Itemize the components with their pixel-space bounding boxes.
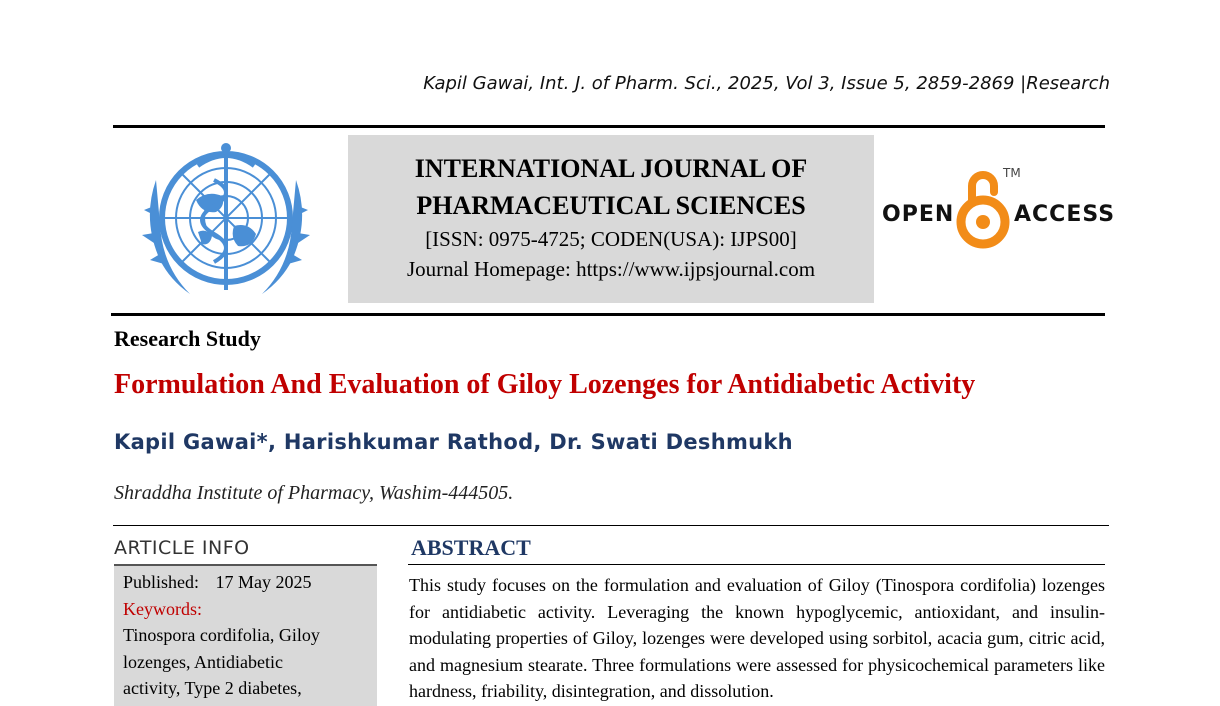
keywords-line-3: activity, Type 2 diabetes, — [123, 678, 302, 698]
journal-title-line1: INTERNATIONAL JOURNAL OF — [414, 154, 808, 183]
masthead-bottom-rule — [111, 313, 1105, 316]
citation-header: Kapil Gawai, Int. J. of Pharm. Sci., 2025, Vol 3, Issue 5, 2859-2869 |Research — [423, 73, 1110, 94]
abstract-text: This study focuses on the formulation and evaluation of Giloy (Tinospora cordifolia) lozenges for antidiabetic activity. Leveraging the known hypoglycemic, antioxidant, and insulin-modulating properties of Giloy, lozenges were developed using sorbitol, acacia gum, citric acid, and magnesium stearate. Three formulations were assessed for physicochemical parameters like hardness, friability, disintegration, and dissolution. — [409, 575, 1105, 701]
keywords-line-2: lozenges, Antidiabetic — [123, 651, 283, 672]
journal-issn: [ISSN: 0975-4725; CODEN(USA): IJPS00] — [425, 227, 797, 251]
section-divider — [113, 525, 1109, 526]
abstract-heading: ABSTRACT — [411, 535, 531, 560]
journal-homepage: Journal Homepage: https://www.ijpsjournal.com — [406, 257, 816, 281]
open-access-open-text: OPEN — [882, 202, 955, 227]
author-list: Kapil Gawai*, Harishkumar Rathod, Dr. Swati Deshmukh — [114, 430, 793, 454]
affiliation: Shraddha Institute of Pharmacy, Washim-444505. — [114, 482, 514, 504]
keywords-label: Keywords: — [123, 598, 202, 619]
published-date: 17 May 2025 — [215, 572, 312, 592]
article-info-box — [114, 566, 377, 706]
abstract-rule — [408, 564, 1105, 565]
paper-title: Formulation And Evaluation of Giloy Lozenges for Antidiabetic Activity — [114, 369, 976, 400]
top-rule — [113, 125, 1105, 128]
un-emblem-icon — [126, 140, 326, 306]
open-access-access-text: ACCESS — [1014, 202, 1116, 227]
trademark-symbol: TM — [1003, 166, 1021, 180]
published-label: Published: — [123, 572, 200, 592]
keywords-line-1: Tinospora cordifolia, Giloy — [123, 625, 320, 645]
journal-title — [348, 150, 874, 224]
journal-emblem-logo — [126, 140, 326, 306]
open-access-logo — [880, 164, 1116, 254]
open-lock-icon — [956, 166, 1010, 250]
published-row — [123, 569, 377, 596]
article-info-heading: ARTICLE INFO — [114, 537, 250, 559]
journal-title-line2: PHARMACEUTICAL SCIENCES — [416, 191, 806, 220]
journal-masthead — [348, 135, 874, 303]
article-type: Research Study — [114, 326, 261, 351]
